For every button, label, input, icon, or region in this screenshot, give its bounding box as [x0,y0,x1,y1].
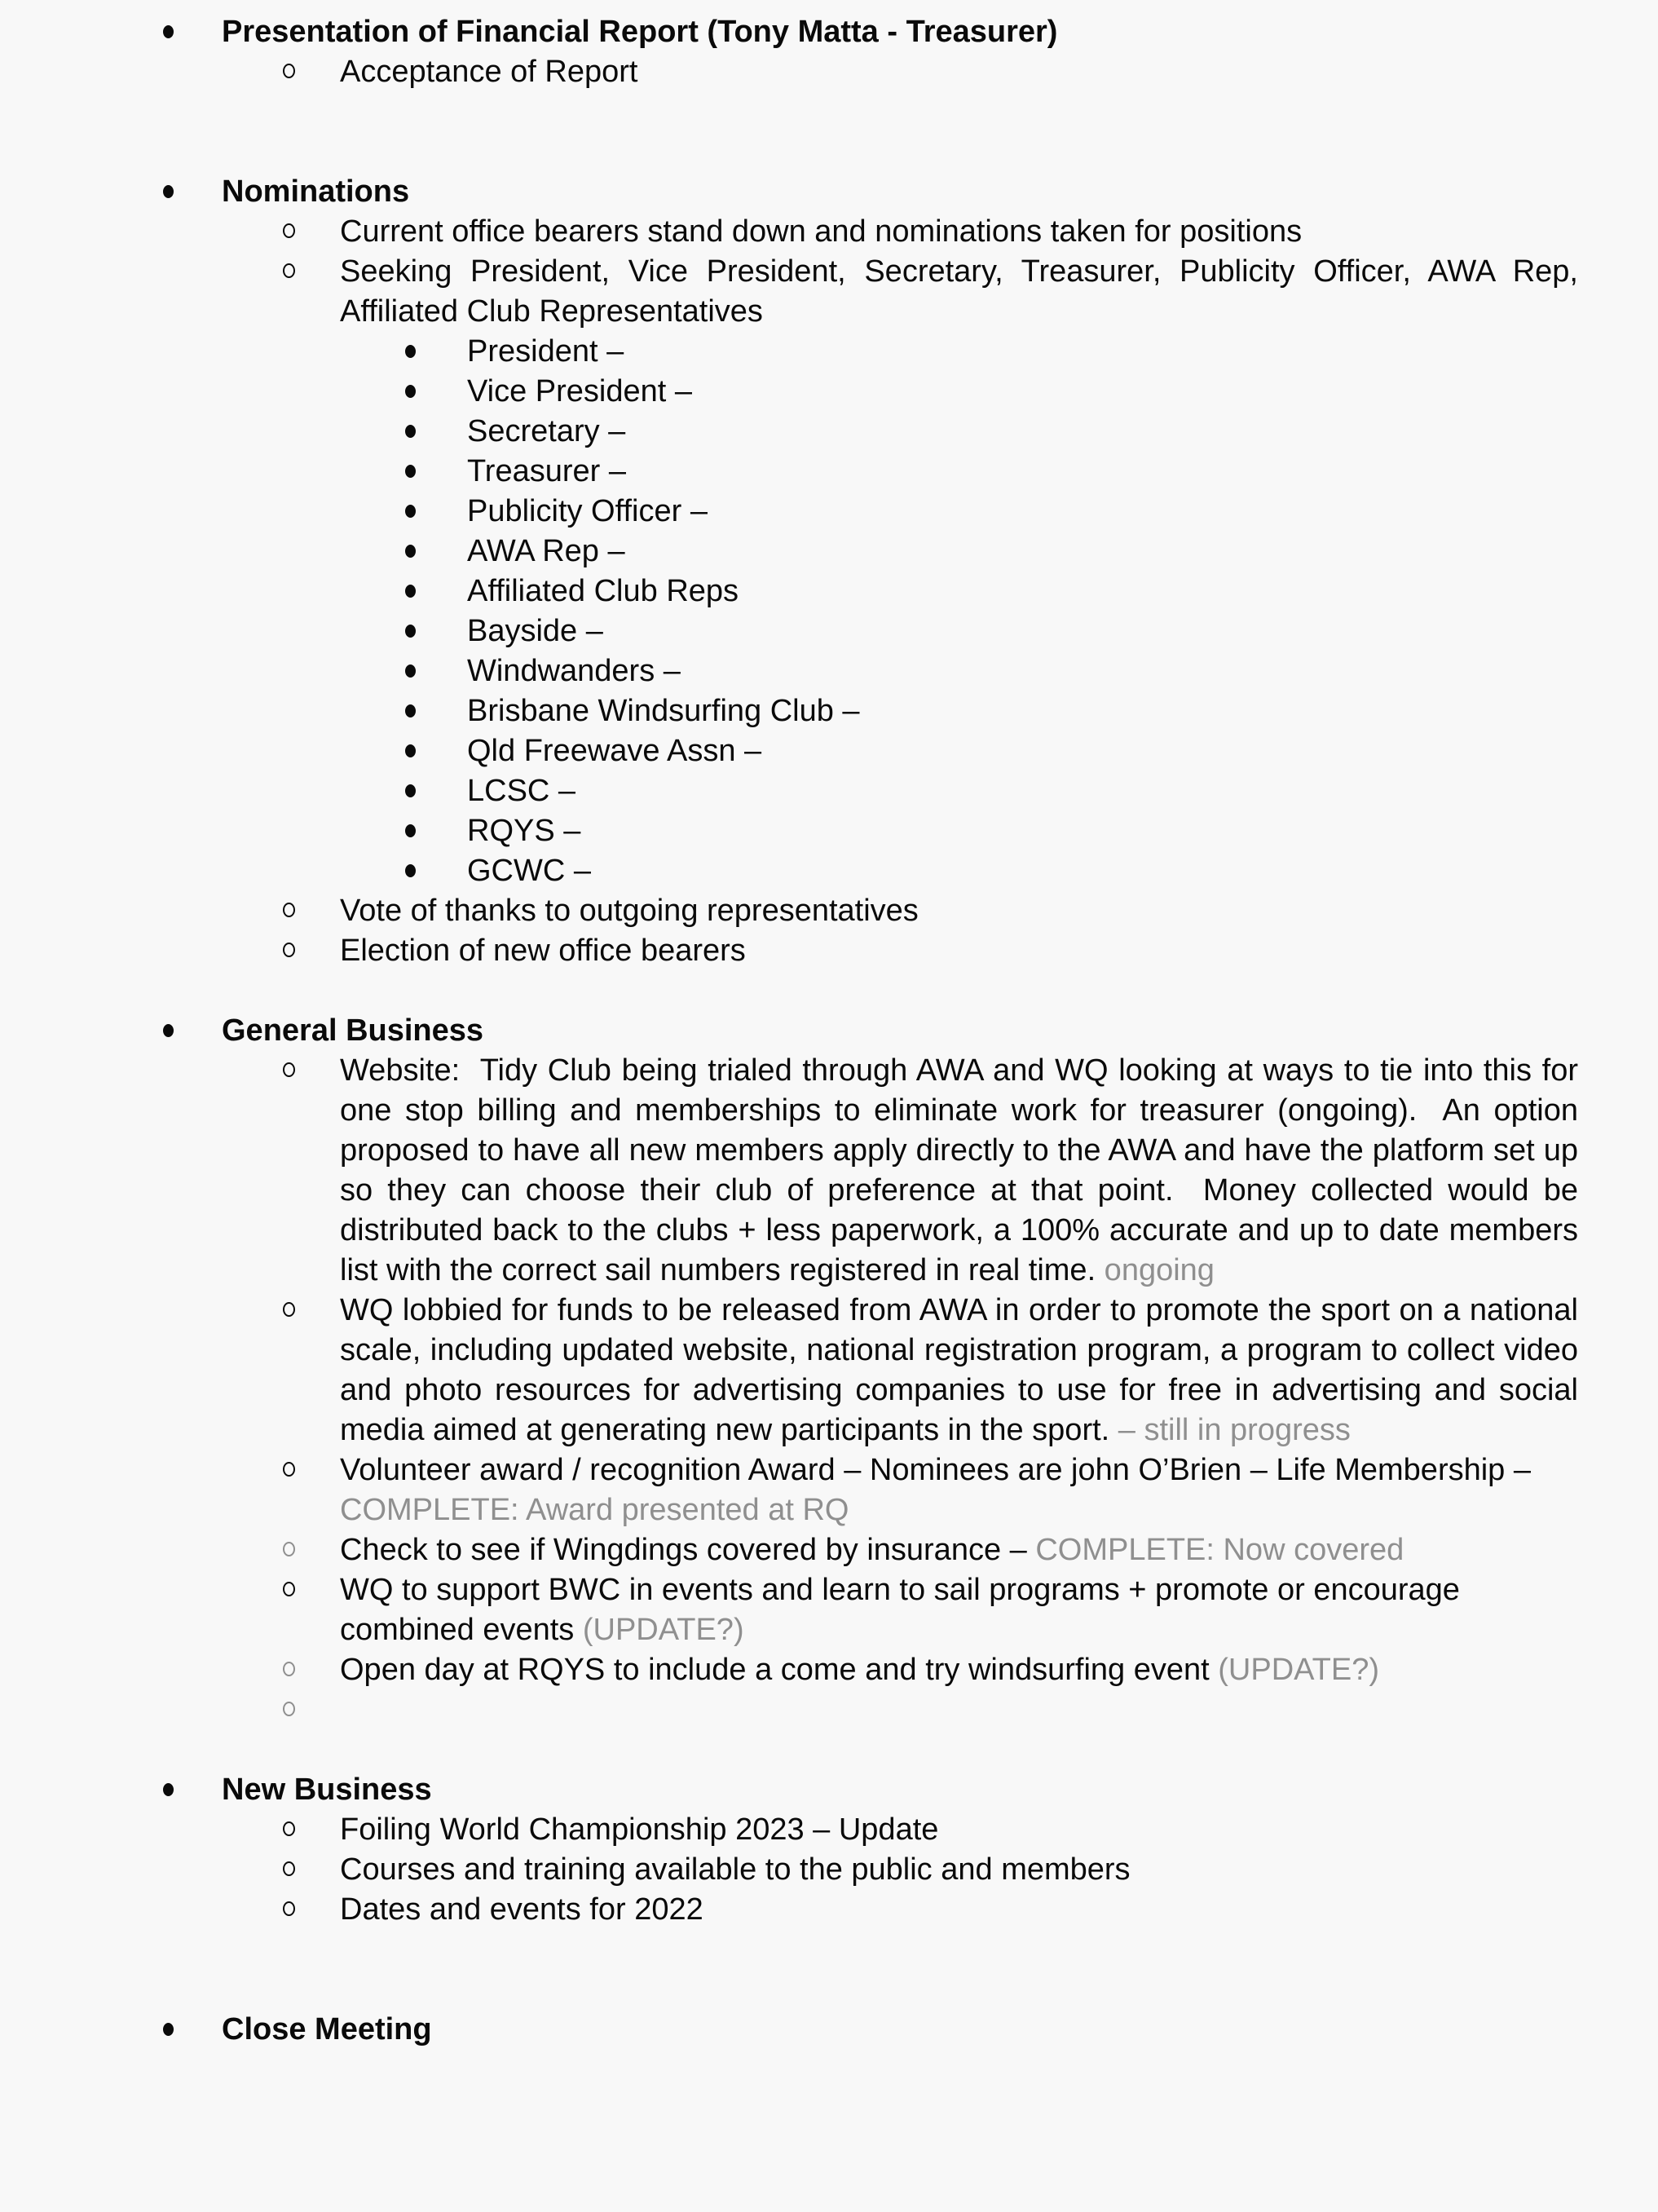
filled-bullet-icon [163,2023,174,2036]
list-item-foiling-world-championship [0,1810,1578,1850]
circle-bullet-icon [283,1702,295,1716]
agenda-heading-financial-report [0,12,1578,52]
list-item-bayside [0,612,1578,651]
list-item-qld-freewave-assn [0,731,1578,771]
list-item-text: Open day at RQYS to include a come and try windsurfing event [340,1653,1219,1687]
filled-bullet-icon [405,425,416,438]
list-item-text: Publicity Officer – [467,494,708,528]
list-item-text: Volunteer award / recognition Award – Nominees are john O’Brien – Life Membership – [340,1453,1531,1487]
filled-bullet-icon [405,824,416,837]
circle-bullet-icon [283,263,295,278]
list-item-text: Election of new office bearers [340,934,746,968]
agenda-heading-general-business [0,1011,1578,1051]
list-item-wingdings-insurance [0,1530,1578,1570]
list-item-text: Treasurer – [467,454,626,488]
list-item-text: Qld Freewave Assn – [467,734,762,768]
list-item-text: Vice President – [467,374,693,408]
filled-bullet-icon [163,1024,174,1037]
list-item-dates-and-events [0,1890,1578,1930]
heading-text: Close Meeting [222,2012,432,2046]
list-item-lcsc [0,771,1578,811]
list-item-volunteer-award [0,1450,1578,1530]
circle-bullet-icon [283,1821,295,1836]
circle-bullet-icon [283,903,295,917]
heading-text: General Business [222,1013,484,1048]
list-item-secretary [0,412,1578,452]
filled-bullet-icon [163,185,174,198]
filled-bullet-icon [405,625,416,638]
list-item-acceptance-of-report [0,52,1578,92]
list-item-website [0,1051,1578,1291]
list-item-vote-of-thanks [0,891,1578,931]
filled-bullet-icon [163,1783,174,1796]
agenda-heading-nominations [0,172,1578,212]
list-item-courses-and-training [0,1850,1578,1890]
circle-bullet-icon [283,1582,295,1596]
status-note: – still in progress [1109,1413,1351,1447]
list-item-rqys [0,811,1578,851]
circle-bullet-icon [283,1062,295,1077]
circle-bullet-icon [283,1662,295,1676]
list-item-office-bearers [0,212,1578,252]
list-item-president [0,332,1578,372]
agenda-heading-new-business [0,1770,1578,1810]
list-item-gcwc [0,851,1578,891]
blank-line [0,971,1578,1011]
agenda-heading-close-meeting [0,2010,1578,2050]
filled-bullet-icon [405,744,416,757]
circle-bullet-icon [283,223,295,238]
list-item-seeking-positions [0,252,1578,332]
filled-bullet-icon [405,664,416,678]
list-item-election [0,931,1578,971]
list-item-treasurer [0,452,1578,492]
blank-lines [0,92,1578,172]
circle-bullet-icon [283,1861,295,1876]
list-item-text: LCSC – [467,774,576,808]
list-item-text: WQ lobbied for funds to be released from AWA in order to promote the sport on a national scale, including updated website, national registration program, a program to collect video and photo resources for advertising companies to use for free in advertising and social media aimed at generating new participants in the sport. [340,1293,1578,1447]
filled-bullet-icon [405,545,416,558]
list-item-affiliated-club-reps [0,572,1578,612]
list-item-wq-lobbied [0,1291,1578,1450]
list-item-awa-rep [0,532,1578,572]
list-item-text: Bayside – [467,614,603,648]
filled-bullet-icon [405,784,416,797]
list-item-windwanders [0,651,1578,691]
circle-bullet-icon [283,64,295,78]
list-item-open-day-rqys [0,1650,1578,1690]
list-item-brisbane-windsurfing-club [0,691,1578,731]
filled-bullet-icon [405,345,416,358]
status-note: (UPDATE?) [582,1613,744,1647]
list-item-text: RQYS – [467,814,581,848]
blank-lines [0,1930,1578,2010]
filled-bullet-icon [405,465,416,478]
status-note: (UPDATE?) [1218,1653,1380,1687]
list-item-text: President – [467,334,624,369]
list-item-text: Seeking President, Vice President, Secretary, Treasurer, Publicity Officer, AWA Rep, Affiliated Club Representatives [340,254,1578,329]
filled-bullet-icon [405,385,416,398]
filled-bullet-icon [405,585,416,598]
circle-bullet-icon [283,1901,295,1916]
list-item-wq-support-bwc [0,1570,1578,1650]
list-item-text: Check to see if Wingdings covered by insurance – [340,1533,1027,1567]
list-item-text: Dates and events for 2022 [340,1892,703,1927]
status-note: ongoing [1096,1253,1215,1287]
list-item-text: Windwanders – [467,654,681,688]
list-item-text: GCWC – [467,854,591,888]
status-note: COMPLETE: Award presented at RQ [340,1493,849,1527]
list-item-text: Affiliated Club Reps [467,574,739,608]
blank-lines [0,1690,1578,1770]
list-item-publicity-officer [0,492,1578,532]
heading-text: Presentation of Financial Report (Tony Matta - Treasurer) [222,15,1058,49]
list-item-text: Acceptance of Report [340,55,638,89]
filled-bullet-icon [163,25,174,38]
heading-text: New Business [222,1773,432,1807]
list-item-vice-president [0,372,1578,412]
circle-bullet-icon [283,1462,295,1477]
circle-bullet-icon [283,943,295,957]
list-item-text: Foiling World Championship 2023 – Update [340,1812,939,1847]
list-item-text: Website: Tidy Club being trialed through AWA and WQ looking at ways to tie into this for one stop billing and memberships to eliminate work for treasurer (ongoing). An option proposed to have all new members apply directly to the AWA and have the platform set up so they can choose their club of preference at that point. Money collected would be distributed back to the clubs + less paperwork, a 100% accurate and up to date members list with the correct sail numbers registered in real time. [340,1053,1578,1287]
list-item-text: Brisbane Windsurfing Club – [467,694,860,728]
filled-bullet-icon [405,864,416,877]
circle-bullet-icon [283,1542,295,1556]
list-item-text: WQ to support BWC in events and learn to sail programs + promote or encourage combined events [340,1573,1460,1647]
list-item-text: Courses and training available to the public and members [340,1852,1131,1887]
list-item-text: Secretary – [467,414,626,448]
list-item-text: Current office bearers stand down and nominations taken for positions [340,214,1303,249]
status-note: COMPLETE: Now covered [1026,1533,1404,1567]
list-item-text: Vote of thanks to outgoing representatives [340,894,919,928]
list-item-text: AWA Rep – [467,534,625,568]
filled-bullet-icon [405,704,416,717]
filled-bullet-icon [405,505,416,518]
heading-text: Nominations [222,174,410,209]
circle-bullet-icon [283,1302,295,1317]
